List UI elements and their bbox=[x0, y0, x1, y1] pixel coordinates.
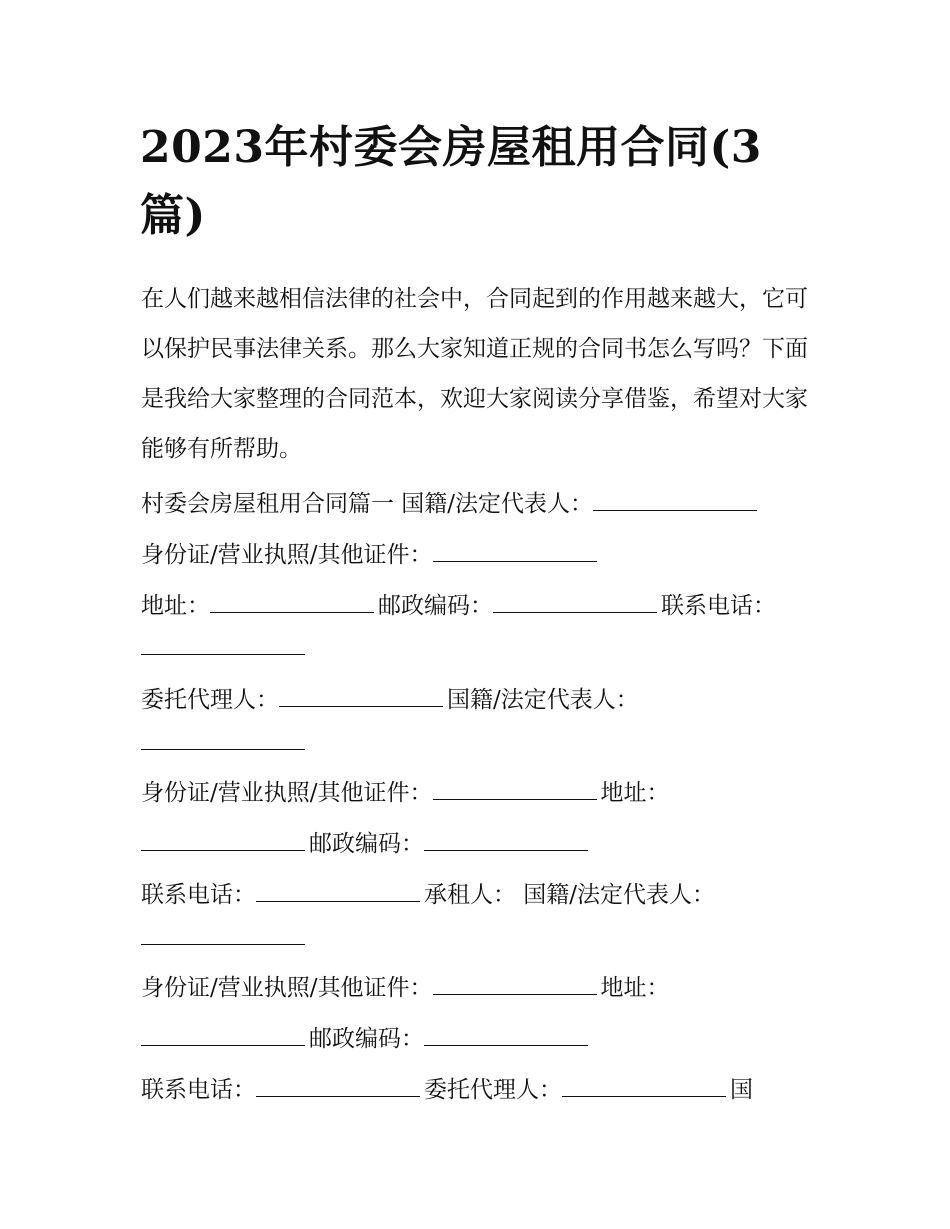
agent-line bbox=[141, 684, 821, 716]
postcode-label: 邮政编码： bbox=[378, 593, 493, 619]
agent-id-label: 身份证/营业执照/其他证件： bbox=[141, 780, 433, 806]
party-a-address-line bbox=[141, 590, 821, 622]
agent-blank[interactable] bbox=[279, 684, 443, 707]
document-title: 2023年村委会房屋租用合同(3篇) bbox=[140, 122, 762, 241]
lessee-id-label: 身份证/营业执照/其他证件： bbox=[141, 975, 433, 1001]
lessee-nationality-blank[interactable] bbox=[141, 922, 305, 945]
continued-text: 国 bbox=[730, 1077, 753, 1103]
agent-id-line bbox=[141, 777, 821, 809]
agent-address-line bbox=[141, 828, 821, 860]
lessee-address-blank[interactable] bbox=[141, 1023, 305, 1046]
agent-postcode-blank[interactable] bbox=[424, 828, 588, 851]
lessee-address-label: 地址： bbox=[600, 975, 670, 1001]
nationality-blank[interactable] bbox=[593, 488, 757, 511]
lessee-postcode-blank[interactable] bbox=[424, 1023, 588, 1046]
address-blank[interactable] bbox=[210, 590, 374, 613]
id-blank[interactable] bbox=[433, 539, 597, 562]
phone-label: 联系电话： bbox=[661, 593, 776, 619]
lessee-nationality-label: 承租人： 国籍/法定代表人： bbox=[424, 882, 716, 908]
postcode-blank[interactable] bbox=[493, 590, 657, 613]
phone-blank[interactable] bbox=[141, 632, 305, 655]
intro-paragraph: 在人们越来越相信法律的社会中，合同起到的作用越来越大，它可以保护民事法律关系。那么大家知道正规的合同书怎么写吗？下面是我给大家整理的合同范本，欢迎大家阅读分享借鉴，希望对大家能够有所帮助。 bbox=[141, 286, 808, 462]
lessee-postcode-label: 邮政编码： bbox=[309, 1026, 424, 1052]
lessee-agent-blank[interactable] bbox=[562, 1074, 726, 1097]
agent-id-blank[interactable] bbox=[433, 777, 597, 800]
lessee-id-blank[interactable] bbox=[433, 972, 597, 995]
agent-nationality-blank[interactable] bbox=[141, 727, 305, 750]
party-a-phone-blank-line bbox=[141, 632, 821, 664]
lessee-address-line bbox=[141, 1023, 821, 1055]
agent-nationality-label: 国籍/法定代表人： bbox=[447, 687, 639, 713]
agent-phone-label: 联系电话： bbox=[141, 882, 256, 908]
lessee-id-line bbox=[141, 972, 821, 1004]
lessee-nationality-blank-line bbox=[141, 922, 821, 954]
agent-nationality-blank-line bbox=[141, 727, 821, 759]
address-label: 地址： bbox=[141, 593, 210, 619]
lessee-phone-line bbox=[141, 1074, 821, 1106]
party-a-nationality-line bbox=[141, 488, 821, 520]
lessee-agent-label: 委托代理人： bbox=[424, 1077, 562, 1103]
party-a-id-line bbox=[141, 539, 821, 571]
agent-address-label: 地址： bbox=[600, 780, 670, 806]
agent-label: 委托代理人： bbox=[141, 687, 279, 713]
lessee-phone-label: 联系电话： bbox=[141, 1077, 256, 1103]
agent-phone-blank[interactable] bbox=[256, 879, 420, 902]
agent-phone-line bbox=[141, 879, 821, 911]
agent-postcode-label: 邮政编码： bbox=[309, 831, 424, 857]
lessee-phone-blank[interactable] bbox=[256, 1074, 420, 1097]
agent-address-blank[interactable] bbox=[141, 828, 305, 851]
id-label: 身份证/营业执照/其他证件： bbox=[141, 542, 433, 568]
party-a-heading-label: 村委会房屋租用合同篇一 国籍/法定代表人： bbox=[141, 491, 594, 517]
